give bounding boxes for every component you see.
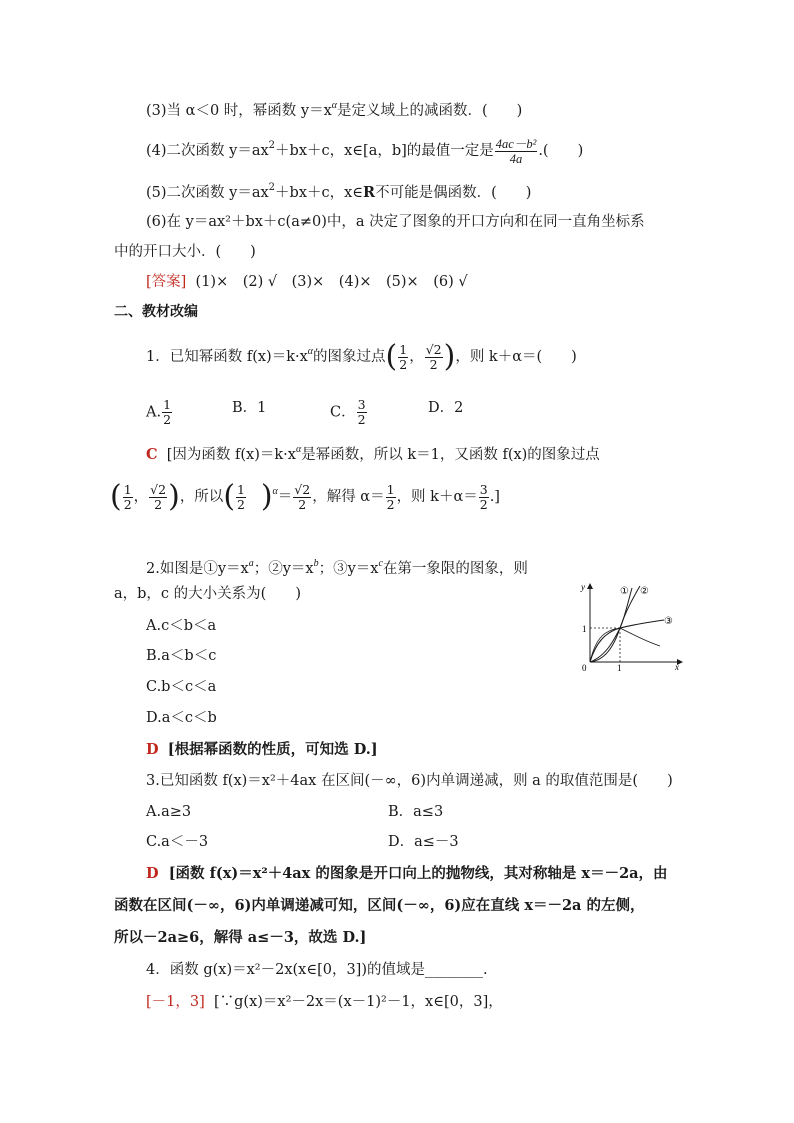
- problem-3-option-a: A.a≥3: [146, 804, 192, 820]
- problem-3-solution-line1: D [函数 f(x)＝x²＋4ax 的图象是开口向上的抛物线，其对称轴是 x＝－2a，由: [146, 865, 668, 882]
- problem-3-option-d: D．a≤－3: [388, 834, 459, 850]
- problem-4-stem: 4．函数 g(x)＝x²－2x(x∈[0，3])的值域是________.: [146, 962, 488, 978]
- svg-text:y: y: [581, 582, 585, 592]
- problem-2-option-a: A.c＜b＜a: [146, 618, 217, 634]
- problem-1-option-d: D．2: [428, 400, 464, 416]
- svg-text:②: ②: [640, 586, 649, 597]
- problem-3-option-b: B．a≤3: [388, 804, 444, 820]
- problem-3-solution-line2: 函数在区间(－∞，6)内单调递减可知，区间(－∞，6)应在直线 x＝－2a 的左侧，: [114, 897, 645, 914]
- problem-1-solution-line2: ( $\frac{1}{2}$ ， $\frac{√2}{2}$ )，所以( $\frac{1}{2}$ )$^\alpha$＝ $\frac{√2}{2}$ ，解得 α＝ $\frac{1}{2}$ ，则 k＋α＝ $\frac{3}{2}$ .]: [110, 479, 500, 514]
- problem-1-stem: 1．已知幂函数 $f(x)=k\cdot x^\alpha$的图象过点( $\frac{1}{2}$ ， $\frac{√2}{2}$ )，则 k＋α＝( ): [146, 339, 577, 374]
- problem-2-stem-line1: 2.如图是$①y=x^a$；$②y=x^b$；$③y=x^c$在第一象限的图象，则: [146, 558, 528, 577]
- problem-3-option-c: C.a＜－3: [146, 834, 209, 850]
- section-heading: 二、教材改编: [114, 304, 198, 320]
- svg-text:③: ③: [664, 616, 673, 627]
- problem-3-stem: 3.已知函数 f(x)＝x²＋4ax 在区间(－∞，6)内单调递减，则 a 的取值范围是( ): [146, 773, 673, 789]
- answer-row: [146, 272, 468, 292]
- problem-2-option-b: B.a＜b＜c: [146, 648, 217, 664]
- problem-1-option-a: A. $\frac{1}{2}$: [146, 397, 172, 427]
- svg-text:①: ①: [620, 586, 629, 597]
- curve-extra: [590, 628, 660, 662]
- curve-1: [590, 588, 632, 662]
- problem-2-solution: D [根据幂函数的性质，可知选 D.]: [146, 741, 378, 758]
- svg-text:0: 0: [582, 663, 587, 672]
- problem-1-option-c: C． $\frac{3}{2}$: [330, 397, 366, 427]
- statement-5: (5)二次函数 $y=ax^2+bx+c$，x∈R不可能是偶函数．( ): [146, 182, 532, 201]
- problem-2-option-c: C.b＜c＜a: [146, 679, 217, 695]
- svg-text:1: 1: [617, 663, 622, 672]
- statement-6-line1: (6)在 y＝ax²＋bx＋c(a≠0)中，a 决定了图象的开口方向和在同一直角坐标系: [146, 214, 645, 230]
- statement-6-line2: 中的开口大小．( ): [114, 244, 256, 260]
- problem-2-option-d: D.a＜c＜b: [146, 710, 217, 726]
- problem-3-solution-line3: 所以－2a≥6，解得 a≤－3，故选 D.]: [114, 929, 367, 946]
- power-function-graph: [578, 580, 686, 672]
- problem-1-option-b: B．1: [232, 400, 267, 416]
- statement-4: (4)二次函数 $y=ax^2+bx+c$，x∈[a，b]的最值一定是 $\frac{\text{4ac－b²}}{4a}$ .( ): [146, 136, 584, 166]
- statement-3: (3)当 α＜0 时，幂函数 $y=x^\alpha$是定义域上的减函数．( ): [146, 100, 523, 119]
- curve-2: [590, 586, 640, 662]
- answer-values: (1)× (2) √ (3)× (4)× (5)× (6) √: [195, 274, 468, 290]
- problem-2-stem-line2: a，b，c 的大小关系为( ): [114, 586, 301, 602]
- svg-text:1: 1: [582, 624, 587, 634]
- answer-label: [答案]: [146, 274, 187, 290]
- fraction-extreme-value: $\frac{\text{4ac－b²}}{4a}$: [495, 136, 537, 166]
- problem-1-solution-line1: C [因为函数 $f(x)=k\cdot x^\alpha$是幂函数，所以 k＝1，又函数 f(x)的图象过点: [146, 444, 600, 463]
- svg-text:x: x: [675, 662, 679, 672]
- problem-4-solution: [－1，3] [∵g(x)＝x²－2x＝(x－1)²－1，x∈[0，3]，: [146, 994, 503, 1010]
